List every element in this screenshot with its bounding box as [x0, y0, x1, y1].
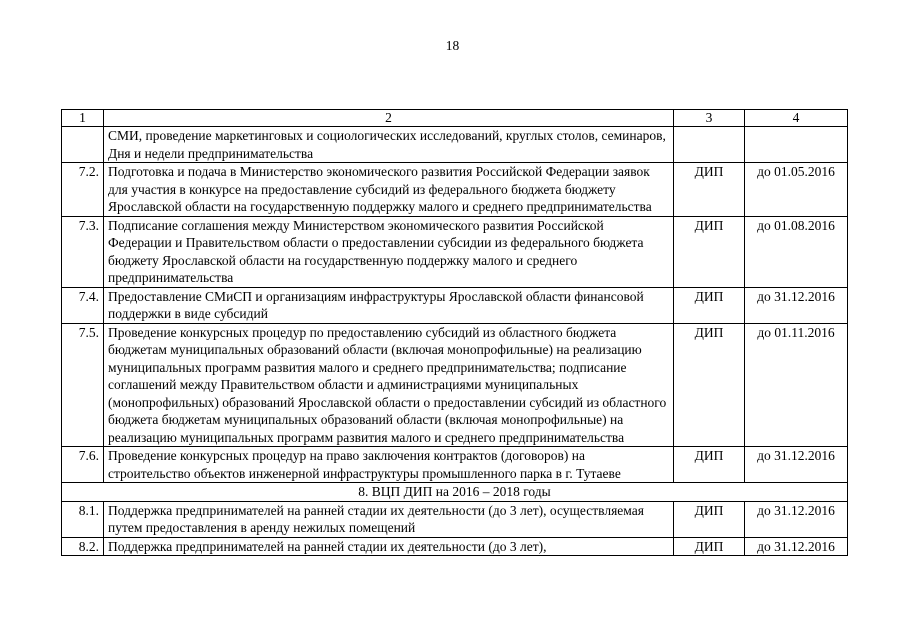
row-description: Проведение конкурсных процедур на право заключения контрактов (договоров) на строительство объектов инженерной инфраструктуры промышленного парка в г. Тутаеве: [104, 447, 674, 483]
row-executor: ДИП: [674, 287, 745, 323]
row-executor: ДИП: [674, 447, 745, 483]
row-number: 7.4.: [62, 287, 104, 323]
table-row: [62, 537, 848, 556]
row-deadline: до 01.11.2016: [745, 323, 848, 447]
column-header-3: 3: [674, 110, 745, 127]
row-number: 8.2.: [62, 537, 104, 556]
table-row: [62, 287, 848, 323]
row-deadline: до 31.12.2016: [745, 501, 848, 537]
table-row: [62, 447, 848, 483]
table-row: [62, 501, 848, 537]
row-description: Подготовка и подача в Министерство экономического развития Российской Федерации заявок для участия в конкурсе на предоставление субсидий из федерального бюджета бюджету Ярославской области на государственную поддержку малого и среднего предпринимательства: [104, 163, 674, 217]
row-number: 7.3.: [62, 216, 104, 287]
row-deadline: [745, 127, 848, 163]
row-deadline: до 31.12.2016: [745, 537, 848, 556]
row-executor: ДИП: [674, 163, 745, 217]
plan-table: [61, 109, 848, 556]
row-deadline: до 01.05.2016: [745, 163, 848, 217]
row-description: Поддержка предпринимателей на ранней стадии их деятельности (до 3 лет),: [104, 537, 674, 556]
row-description: Проведение конкурсных процедур по предоставлению субсидий из областного бюджета бюджетам муниципальных образований области (включая монопрофильные) на реализацию муниципальных программ развития малого и среднего предпринимательства; подписание соглашений между Правительством области и администрациями муниципальных (монопрофильных) образований Ярославской области о предоставлении субсидий из областного бюджета бюджетам муниципальных образований области (включая монопрофильные) на реализацию муниципальных программ развития малого и среднего предпринимательства: [104, 323, 674, 447]
page-number: 18: [445, 38, 460, 53]
row-executor: ДИП: [674, 216, 745, 287]
section-title: 8. ВЦП ДИП на 2016 – 2018 годы: [62, 483, 848, 502]
row-executor: [674, 127, 745, 163]
row-number: 8.1.: [62, 501, 104, 537]
table-row: [62, 127, 848, 163]
table-row: [62, 216, 848, 287]
row-number: 7.6.: [62, 447, 104, 483]
row-description: Предоставление СМиСП и организациям инфраструктуры Ярославской области финансовой поддержки в виде субсидий: [104, 287, 674, 323]
column-header-4: 4: [745, 110, 848, 127]
row-deadline: до 31.12.2016: [745, 287, 848, 323]
row-executor: ДИП: [674, 537, 745, 556]
row-executor: ДИП: [674, 501, 745, 537]
table-header-row: [62, 110, 848, 127]
row-number: [62, 127, 104, 163]
row-description: Подписание соглашения между Министерством экономического развития Российской Федерации и Правительством области о предоставлении субсидии из федерального бюджета бюджету Ярославской области на государственную поддержку малого и среднего предпринимательства: [104, 216, 674, 287]
table-row: [62, 323, 848, 447]
section-heading-row: [62, 483, 848, 502]
row-number: 7.2.: [62, 163, 104, 217]
row-deadline: до 31.12.2016: [745, 447, 848, 483]
column-header-1: 1: [62, 110, 104, 127]
row-executor: ДИП: [674, 323, 745, 447]
row-description: Поддержка предпринимателей на ранней стадии их деятельности (до 3 лет), осуществляемая путем предоставления в аренду нежилых помещений: [104, 501, 674, 537]
row-number: 7.5.: [62, 323, 104, 447]
row-deadline: до 01.08.2016: [745, 216, 848, 287]
column-header-2: 2: [104, 110, 674, 127]
row-description: СМИ, проведение маркетинговых и социологических исследований, круглых столов, семинаров, Дня и недели предпринимательства: [104, 127, 674, 163]
table-row: [62, 163, 848, 217]
